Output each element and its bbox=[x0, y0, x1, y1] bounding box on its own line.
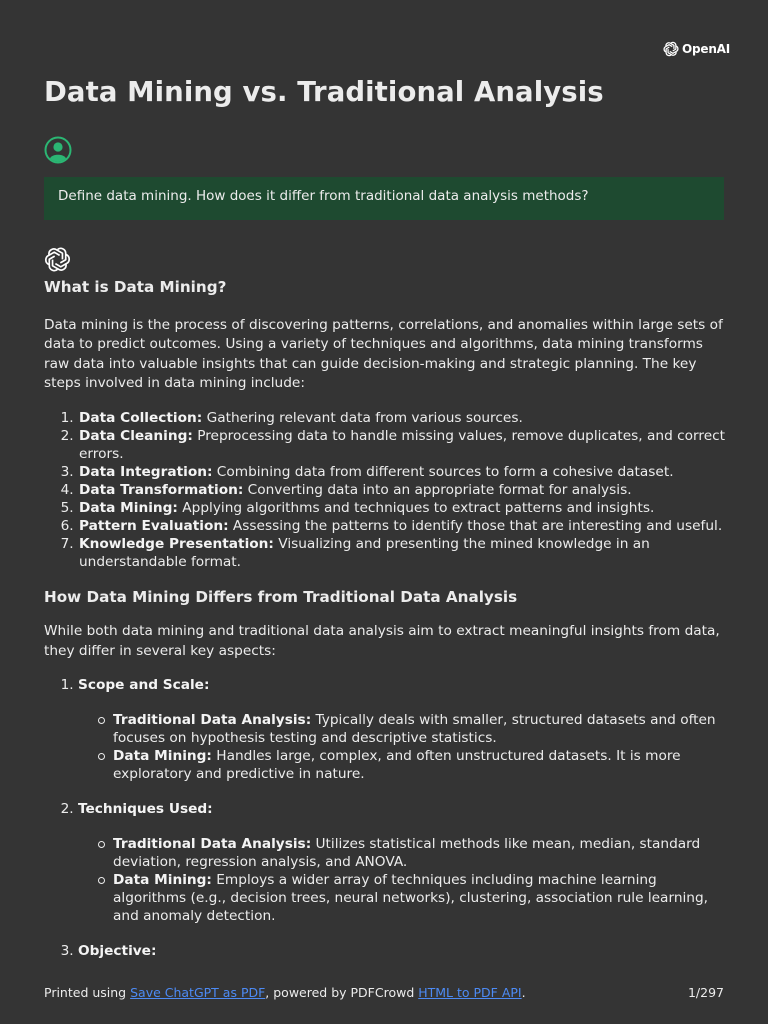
list-item bbox=[78, 942, 726, 960]
page-number: 1/297 bbox=[687, 985, 724, 1000]
list-item bbox=[78, 409, 726, 427]
section-heading-what: What is Data Mining? bbox=[44, 278, 227, 296]
intro2-paragraph: While both data mining and traditional data analysis aim to extract meaningful insights from data, they differ in several key aspects: bbox=[44, 623, 720, 659]
step-text: Applying algorithms and techniques to extract patterns and insights. bbox=[177, 499, 655, 516]
step-term: Data Cleaning: bbox=[79, 427, 193, 444]
difference-topic: 2. Techniques Used: bbox=[78, 801, 213, 817]
page-title: Data Mining vs. Traditional Analysis bbox=[44, 76, 604, 108]
sub-text: Typically deals with smaller, structured datasets and often focuses on hypothesis testing and descriptive statistics. bbox=[113, 712, 716, 746]
sub-text: Utilizes statistical methods like mean, median, standard deviation, regression analysis, and ANOVA. bbox=[113, 836, 701, 870]
footer-suffix: . bbox=[521, 985, 526, 1000]
differences-list bbox=[44, 676, 726, 960]
step-term: Knowledge Presentation: bbox=[79, 535, 274, 552]
step-term: Pattern Evaluation: bbox=[79, 517, 229, 534]
footer-middle: , powered by PDFCrowd bbox=[265, 985, 419, 1000]
list-item bbox=[78, 481, 726, 499]
sub-list-item bbox=[113, 747, 726, 783]
sub-term: Data Mining: bbox=[113, 872, 212, 888]
list-item bbox=[78, 800, 726, 925]
intro-paragraph: Data mining is the process of discovering patterns, correlations, and anomalies within large sets of data to predict outcomes. Using a variety of techniques and algorithms, data mining transforms raw data into valuable insights that can guide decision-making and strategic planning. The key steps involved in data mining include: bbox=[44, 316, 723, 391]
assistant-response bbox=[44, 278, 726, 977]
list-item bbox=[78, 535, 726, 571]
chatgpt-icon bbox=[44, 246, 71, 273]
sub-text: Employs a wider array of techniques including machine learning algorithms (e.g., decision trees, neural networks), clustering, association rule learning, and anomaly detection. bbox=[113, 872, 709, 924]
sub-list-item bbox=[113, 711, 726, 747]
list-item bbox=[78, 676, 726, 783]
difference-topic: 3. Objective: bbox=[78, 943, 157, 959]
user-avatar bbox=[44, 136, 72, 168]
sub-list bbox=[78, 711, 726, 783]
sub-list-item bbox=[113, 835, 726, 871]
save-chatgpt-link[interactable]: Save ChatGPT as PDF bbox=[130, 985, 266, 1000]
difference-topic: 1. Scope and Scale: bbox=[78, 677, 210, 693]
sub-term: Data Mining: bbox=[113, 748, 212, 764]
steps-list bbox=[44, 409, 726, 571]
step-text: Visualizing and presenting the mined knowledge in an understandable format. bbox=[79, 535, 650, 570]
brand-name: OpenAI bbox=[682, 42, 731, 56]
sub-term: Traditional Data Analysis: bbox=[113, 712, 312, 728]
footer bbox=[44, 985, 724, 1000]
user-icon bbox=[44, 136, 72, 164]
step-term: Data Collection: bbox=[79, 409, 203, 426]
openai-logo bbox=[663, 41, 730, 57]
assistant-avatar bbox=[44, 246, 71, 277]
user-prompt: Define data mining. How does it differ from traditional data analysis methods? bbox=[44, 177, 724, 220]
step-term: Data Integration: bbox=[79, 463, 213, 480]
list-item bbox=[78, 463, 726, 481]
list-item bbox=[78, 499, 726, 517]
section-heading-how: How Data Mining Differs from Traditional Data Analysis bbox=[44, 587, 518, 606]
html-to-pdf-link[interactable]: HTML to PDF API bbox=[418, 985, 522, 1000]
sub-text: Handles large, complex, and often unstructured datasets. It is more exploratory and predictive in nature. bbox=[113, 748, 681, 782]
step-text: Gathering relevant data from various sources. bbox=[202, 409, 523, 426]
sub-list bbox=[78, 835, 726, 925]
step-text: Assessing the patterns to identify those that are interesting and useful. bbox=[228, 517, 723, 534]
openai-icon bbox=[663, 41, 679, 57]
step-term: Data Transformation: bbox=[79, 481, 244, 498]
step-text: Preprocessing data to handle missing values, remove duplicates, and correct errors. bbox=[79, 427, 726, 462]
step-text: Converting data into an appropriate format for analysis. bbox=[243, 481, 632, 498]
step-term: Data Mining: bbox=[79, 499, 178, 516]
list-item bbox=[78, 427, 726, 463]
sub-list-item bbox=[113, 871, 726, 925]
list-item bbox=[78, 517, 726, 535]
footer-prefix: Printed using bbox=[44, 985, 131, 1000]
step-text: Combining data from different sources to form a cohesive dataset. bbox=[212, 463, 674, 480]
sub-term: Traditional Data Analysis: bbox=[113, 836, 312, 852]
